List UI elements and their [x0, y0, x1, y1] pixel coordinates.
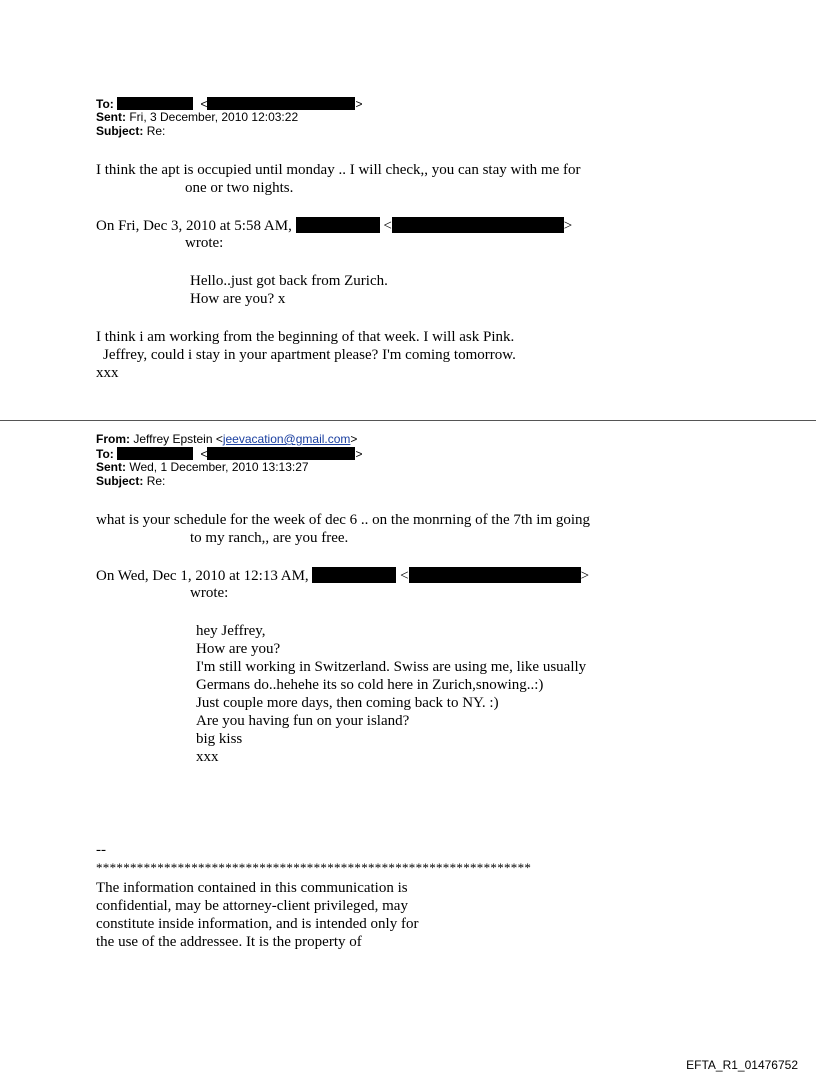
sent-label: Sent:: [96, 460, 126, 474]
document-id: EFTA_R1_01476752: [686, 1058, 798, 1072]
gt-symbol: >: [580, 568, 590, 584]
from-email-link[interactable]: jeevacation@gmail.com: [222, 432, 351, 446]
redacted-name: [117, 97, 193, 110]
email2-quote-line: Are you having fun on your island?: [196, 713, 410, 729]
email1-tail-line1: I think i am working from the beginning of that week. I will ask Pink.: [96, 329, 515, 345]
gt-symbol: >: [355, 97, 363, 111]
email2-quote-line: How are you?: [196, 641, 281, 657]
email1-body-line2: one or two nights.: [185, 180, 294, 196]
email2-to-line: [96, 447, 362, 460]
email2-sent-line: [96, 461, 309, 473]
signature-line: The information contained in this communication is: [96, 880, 408, 896]
signature-line: constitute inside information, and is intended only for: [96, 916, 419, 932]
lt-symbol: <: [200, 447, 208, 461]
email2-quote-line: Just couple more days, then coming back to NY. :): [196, 695, 499, 711]
email1-tail-line2: Jeffrey, could i stay in your apartment please? I'm coming tomorrow.: [103, 347, 516, 363]
quote-intro-text: On Wed, Dec 1, 2010 at 12:13 AM,: [96, 568, 309, 584]
signature-line: confidential, may be attorney-client privileged, may: [96, 898, 408, 914]
email2-quote-line: I'm still working in Switzerland. Swiss are using me, like usually: [196, 659, 587, 675]
email2-quote-line: xxx: [196, 749, 219, 765]
subject-label: Subject:: [96, 474, 144, 488]
lt-symbol: <: [200, 97, 208, 111]
signature-stars: ****************************************************************: [96, 860, 532, 875]
email1-quote-line2: How are you? x: [190, 291, 286, 307]
email1-quote-intro: [96, 217, 572, 235]
signature-dashes: --: [96, 842, 106, 858]
email2-from-line: [96, 433, 357, 445]
subject-value: Re:: [146, 124, 166, 138]
redacted-email: [409, 567, 581, 583]
email2-body-line1: what is your schedule for the week of dec 6 .. on the monrning of the 7th im going: [96, 512, 591, 528]
email2-quote-intro: [96, 567, 589, 585]
email2-quote-line: Germans do..hehehe its so cold here in Zurich,snowing..:): [196, 677, 544, 693]
email2-quote-line: hey Jeffrey,: [196, 623, 266, 639]
email2-quote-wrote: wrote:: [190, 585, 229, 601]
lt-symbol: <: [383, 218, 392, 234]
lt-symbol: <: [400, 568, 409, 584]
redacted-name: [117, 447, 193, 460]
to-label: To:: [96, 97, 114, 111]
divider: [0, 420, 816, 421]
email2-subject-line: [96, 475, 165, 487]
email1-quote-wrote: wrote:: [185, 235, 224, 251]
email1-subject-line: [96, 125, 165, 137]
redacted-name: [312, 567, 396, 583]
sent-value: Fri, 3 December, 2010 12:03:22: [129, 110, 299, 124]
from-name: Jeffrey Epstein <: [133, 432, 223, 446]
email2-quote-line: big kiss: [196, 731, 243, 747]
from-label: From:: [96, 432, 130, 446]
email2-body-line2: to my ranch,, are you free.: [190, 530, 349, 546]
gt-symbol: >: [563, 218, 573, 234]
sent-value: Wed, 1 December, 2010 13:13:27: [129, 460, 309, 474]
redacted-email: [207, 97, 355, 110]
signature-line: the use of the addressee. It is the property of: [96, 934, 362, 950]
quote-intro-text: On Fri, Dec 3, 2010 at 5:58 AM,: [96, 218, 292, 234]
to-label: To:: [96, 447, 114, 461]
subject-label: Subject:: [96, 124, 144, 138]
gt-symbol: >: [355, 447, 363, 461]
gt-symbol: >: [350, 432, 358, 446]
redacted-name: [296, 217, 380, 233]
redacted-email: [392, 217, 564, 233]
redacted-email: [207, 447, 355, 460]
email1-tail-line3: xxx: [96, 365, 119, 381]
subject-value: Re:: [146, 474, 166, 488]
email1-to-line: [96, 97, 362, 110]
email1-sent-line: [96, 111, 298, 123]
email1-quote-line1: Hello..just got back from Zurich.: [190, 273, 388, 289]
sent-label: Sent:: [96, 110, 126, 124]
email1-body-line1: I think the apt is occupied until monday .. I will check,, you can stay with me for: [96, 162, 581, 178]
